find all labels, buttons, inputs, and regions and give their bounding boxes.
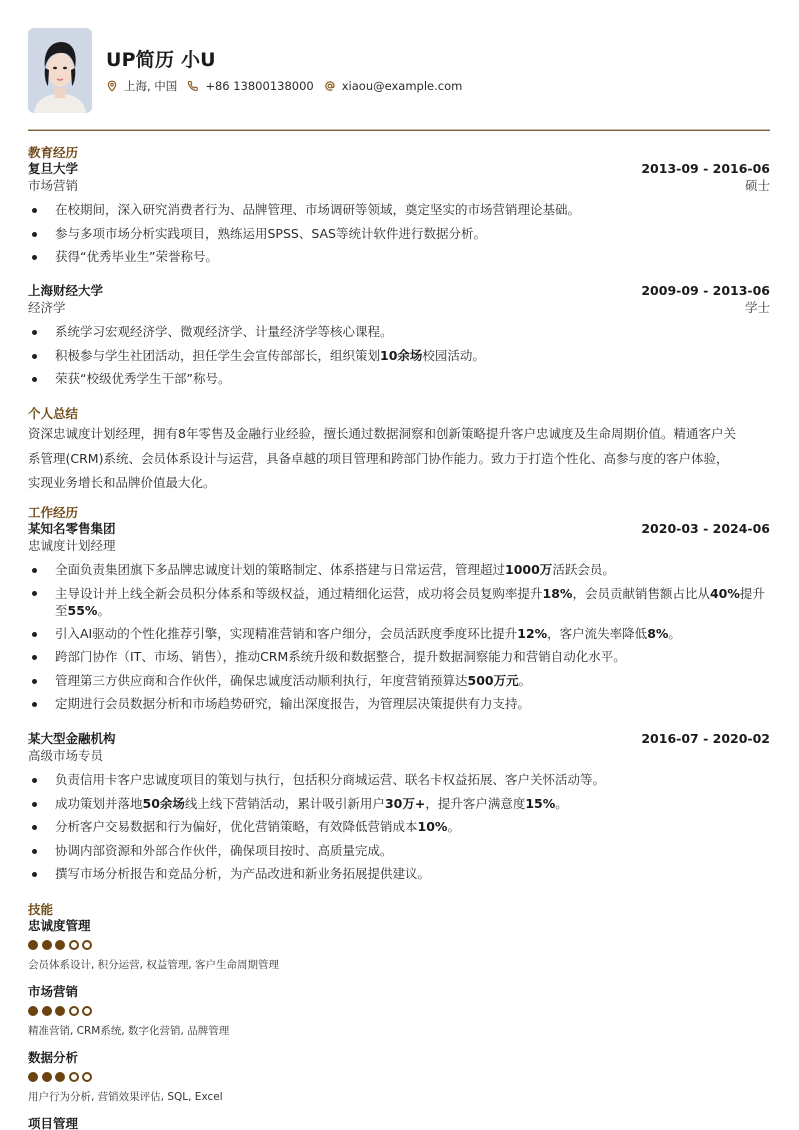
work-entry	[28, 521, 770, 716]
list-item: 荣获“校级优秀学生干部”称号。	[28, 367, 770, 391]
degree: 学士	[744, 300, 770, 315]
skill-description: 用户行为分析, 营销效果评估, SQL, Excel	[28, 1091, 223, 1103]
filled-dot-icon	[42, 1006, 52, 1016]
list-item	[28, 645, 770, 669]
bullet-list	[28, 320, 770, 391]
skill-level-rating	[28, 940, 279, 952]
highlight: 18%	[542, 585, 573, 601]
highlight: 8%	[647, 625, 669, 641]
list-item	[28, 622, 770, 646]
empty-dot-icon	[82, 1072, 92, 1082]
text-segment: 。	[518, 672, 532, 688]
list-item	[28, 839, 770, 863]
list-item	[28, 344, 770, 368]
work-section	[28, 505, 770, 716]
summary-line: 系管理(CRM)系统、会员体系设计与运营，具备卓越的项目管理和跨部门协作能力。致力于打造个性化、高参与度的客户体验，	[28, 450, 729, 466]
filled-dot-icon	[55, 1072, 65, 1082]
date-range: 2009-09 - 2013-06	[641, 283, 770, 298]
highlight: 12%	[517, 625, 548, 641]
text-segment: ，会员贡献销售额占比从	[572, 585, 710, 601]
text-segment: 提升至	[55, 585, 765, 618]
contact-location	[106, 78, 177, 94]
email-text: xiaou@example.com	[341, 78, 463, 93]
highlight: 30万+	[384, 795, 426, 811]
text-segment: 积极参与学生社团活动，担任学生会宣传部部长，组织策划	[55, 347, 381, 363]
filled-dot-icon	[42, 1072, 52, 1082]
text-segment: 。	[668, 625, 681, 641]
text-segment: 全面负责集团旗下多品牌忠诚度计划的策略制定、体系搭建与日常运营，管理超过	[55, 562, 506, 577]
major: 市场营销	[28, 178, 79, 193]
skill-description: 会员体系设计, 积分运营, 权益管理, 客户生命周期管理	[28, 959, 280, 971]
section-title-skills: 技能	[28, 902, 54, 917]
text-segment: 活跃会员。	[552, 562, 615, 577]
summary-line: 实现业务增长和品牌价值最大化。	[28, 475, 216, 490]
contact-email[interactable]	[324, 79, 463, 93]
skill-name: 忠诚度管理	[28, 918, 91, 933]
text-segment: 负责信用卡客户忠诚度项目的策划与执行，包括积分商城运营、联名卡权益拓展、客户关怀活动等。	[55, 772, 606, 787]
skills-section	[28, 902, 770, 1130]
highlight: 55%	[67, 602, 98, 618]
summary-text	[28, 422, 770, 496]
text-segment: 主导设计并上线全新会员积分体系和等级权益，通过精细化运营，成功将会员复购率提升	[55, 585, 543, 601]
text-segment: 分析客户交易数据和行为偏好，优化营销策略，有效降低营销成本	[55, 819, 418, 834]
skill-description: 精准营销, CRM系统, 数字化营销, 品牌管理	[28, 1025, 230, 1037]
skill-item	[28, 1116, 78, 1130]
text-segment: 成功策划并落地	[55, 795, 143, 811]
text-segment: 。	[97, 602, 110, 618]
date-range: 2013-09 - 2016-06	[641, 161, 770, 176]
filled-dot-icon	[28, 940, 38, 950]
text-segment: 协调内部资源和外部合作伙伴，确保项目按时、高质量完成。	[55, 842, 393, 858]
list-item: 在校期间，深入研究消费者行为、品牌管理、市场调研等领域，奠定坚实的市场营销理论基础。	[28, 198, 770, 222]
company-name: 某知名零售集团	[28, 521, 116, 536]
section-title-summary: 个人总结	[28, 406, 79, 421]
section-title-education: 教育经历	[28, 145, 79, 160]
list-item	[28, 768, 770, 792]
resume-header	[28, 28, 770, 113]
job-role: 高级市场专员	[28, 748, 104, 763]
highlight: 500万元	[467, 672, 519, 688]
company-name: 某大型金融机构	[28, 731, 116, 746]
work-entry	[28, 731, 770, 886]
text-segment: 。	[555, 795, 568, 811]
profile-photo	[28, 28, 92, 113]
filled-dot-icon	[55, 1006, 65, 1016]
header-info	[106, 48, 472, 94]
text-segment: 校园活动。	[422, 347, 485, 363]
skill-item	[28, 1050, 223, 1104]
bullet-list	[28, 198, 770, 269]
filled-dot-icon	[42, 940, 52, 950]
list-item	[28, 669, 770, 693]
skill-name: 数据分析	[28, 1050, 79, 1065]
list-item: 参与多项市场分析实践项目，熟练运用SPSS、SAS等统计软件进行数据分析。	[28, 222, 770, 246]
list-item	[28, 582, 770, 622]
list-item	[28, 558, 770, 582]
skill-level-rating	[28, 1006, 229, 1018]
filled-dot-icon	[28, 1006, 38, 1016]
list-item	[28, 815, 770, 839]
list-item	[28, 862, 770, 886]
skill-name: 市场营销	[28, 984, 79, 999]
empty-dot-icon	[82, 940, 92, 950]
filled-dot-icon	[28, 1072, 38, 1082]
highlight: 10%	[417, 819, 448, 834]
list-item: 获得“优秀毕业生”荣誉称号。	[28, 245, 770, 269]
location-text: 上海, 中国	[124, 78, 178, 93]
skill-item	[28, 984, 229, 1038]
list-item: 系统学习宏观经济学、微观经济学、计量经济学等核心课程。	[28, 320, 770, 344]
skill-name: 项目管理	[28, 1116, 79, 1130]
contact-row	[106, 78, 472, 94]
highlight: 40%	[709, 585, 740, 601]
highlight: 50余场	[142, 795, 185, 811]
date-range: 2016-07 - 2020-02	[641, 731, 770, 746]
text-segment: ，提升客户满意度	[425, 795, 526, 811]
school-name: 上海财经大学	[28, 283, 104, 298]
text-segment: 跨部门协作（IT、市场、销售），推动CRM系统升级和数据整合，提升数据洞察能力和营销自动化水平。	[55, 649, 626, 664]
skill-level-rating	[28, 1072, 223, 1084]
education-section	[28, 145, 770, 269]
bullet-list	[28, 768, 770, 886]
text-segment: 管理第三方供应商和合作伙伴，确保忠诚度活动顺利执行，年度营销预算达	[55, 672, 468, 688]
list-item	[28, 792, 770, 816]
text-segment: 线上线下营销活动，累计吸引新用户	[184, 795, 385, 811]
empty-dot-icon	[69, 1006, 79, 1016]
job-role: 忠诚度计划经理	[28, 538, 116, 553]
section-title-work: 工作经历	[28, 505, 79, 520]
contact-phone[interactable]	[187, 79, 313, 93]
school-name: 复旦大学	[28, 161, 79, 176]
candidate-name: UP简历 小U	[106, 48, 216, 71]
empty-dot-icon	[69, 1072, 79, 1082]
highlight: 15%	[525, 795, 556, 811]
filled-dot-icon	[55, 940, 65, 950]
text-segment: 撰写市场分析报告和竞品分析，为产品改进和新业务拓展提供建议。	[55, 866, 431, 881]
text-segment: 引入AI驱动的个性化推荐引擎，实现精准营销和客户细分，会员活跃度季度环比提升	[55, 625, 518, 641]
text-segment: 。	[447, 819, 460, 834]
empty-dot-icon	[69, 940, 79, 950]
list-item	[28, 692, 770, 716]
summary-line: 资深忠诚度计划经理，拥有8年零售及金融行业经验，擅长通过数据洞察和创新策略提升客户忠诚度及生命周期价值。精通客户关	[28, 426, 736, 441]
location-pin-icon	[106, 80, 118, 92]
header-divider	[28, 129, 770, 131]
text-segment: 定期进行会员数据分析和市场趋势研究，输出深度报告，为管理层决策提供有力支持。	[55, 696, 531, 711]
highlight: 10余场	[380, 347, 423, 363]
skill-item	[28, 918, 279, 972]
major: 经济学	[28, 300, 66, 315]
degree: 硕士	[744, 178, 770, 193]
text-segment: ，客户流失率降低	[547, 625, 648, 641]
date-range: 2020-03 - 2024-06	[641, 521, 770, 536]
highlight: 1000万	[505, 562, 553, 577]
education-entry	[28, 161, 770, 269]
phone-icon	[187, 80, 199, 92]
resume-page	[28, 28, 770, 1130]
education-entry	[28, 283, 770, 391]
bullet-list	[28, 558, 770, 716]
phone-text: +86 13800138000	[205, 78, 314, 93]
at-sign-icon	[324, 80, 336, 92]
empty-dot-icon	[82, 1006, 92, 1016]
summary-section	[28, 406, 770, 496]
